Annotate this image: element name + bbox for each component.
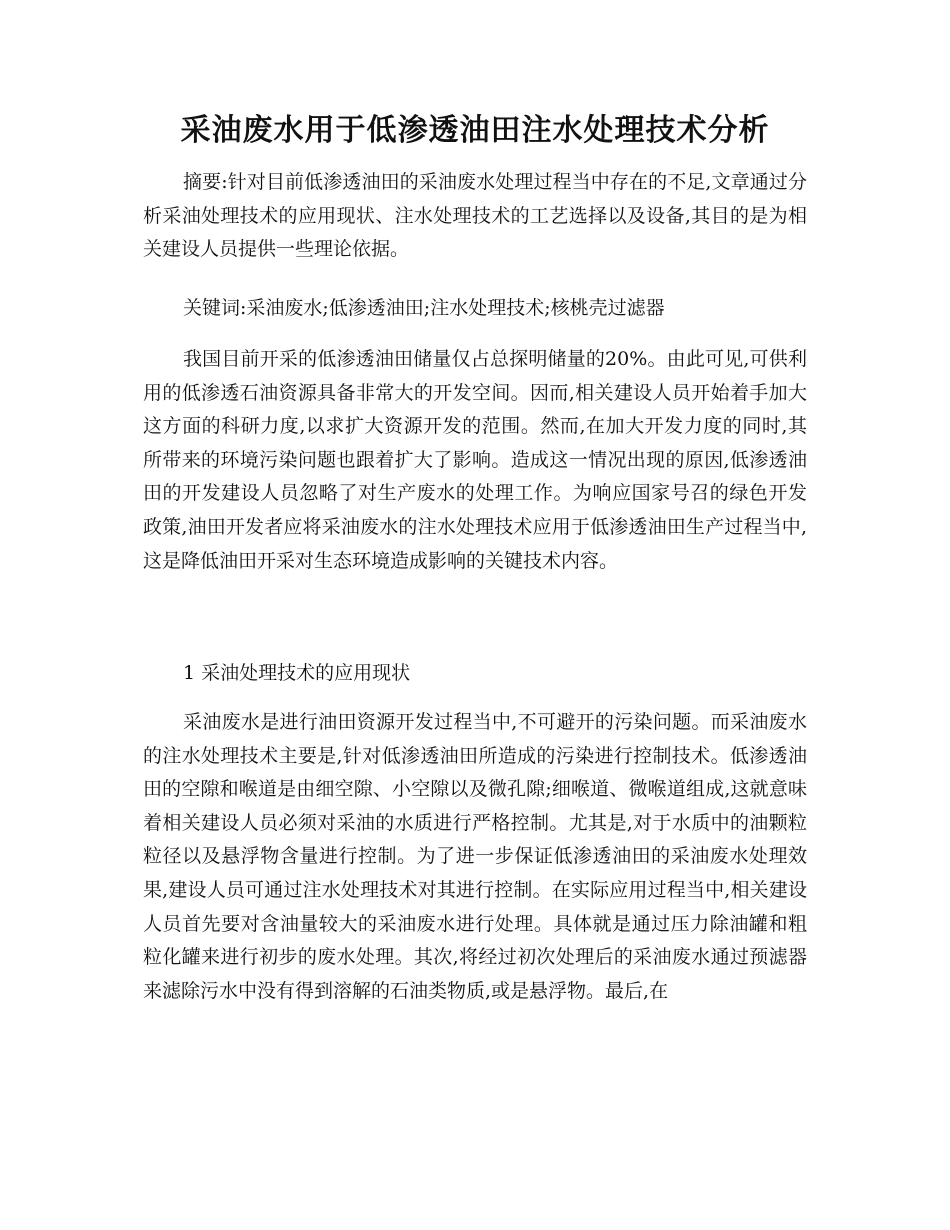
intro-paragraph: 我国目前开采的低渗透油田储量仅占总探明储量的20%。由此可见,可供利用的低渗透石油资源具备非常大的开发空间。因而,相关建设人员开始着手加大这方面的科研力度,以求扩大资源开发的范围。然而,在加大开发力度的同时,其所带来的环境污染问题也跟着扩大了影响。造成这一情况出现的原因,低渗透油田的开发建设人员忽略了对生产废水的处理工作。为响应国家号召的绿色开发政策,油田开发者应将采油废水的注水处理技术应用于低渗透油田生产过程当中,这是降低油田开采对生态环境造成影响的关键技术内容。	[143, 348, 807, 572]
document-title: 采油废水用于低渗透油田注水处理技术分析	[180, 113, 770, 148]
abstract-paragraph: 摘要:针对目前低渗透油田的采油废水处理过程当中存在的不足,文章通过分析采油处理技术的应用现状、注水处理技术的工艺选择以及设备,其目的是为相关建设人员提供一些理论依据。	[143, 171, 807, 261]
keywords-paragraph: 关键词:采油废水;低渗透油田;注水处理技术;核桃壳过滤器	[183, 297, 665, 319]
section-1-heading: 1 采油处理技术的应用现状	[183, 662, 411, 684]
section-1-body: 采油废水是进行油田资源开发过程当中,不可避开的污染问题。而采油废水的注水处理技术主要是,针对低渗透油田所造成的污染进行控制技术。低渗透油田的空隙和喉道是由细空隙、小空隙以及微孔隙;细喉道、微喉道组成,这就意味着相关建设人员必须对采油的水质进行严格控制。尤其是,对于水质中的油颗粒粒径以及悬浮物含量进行控制。为了进一步保证低渗透油田的采油废水处理效果,建设人员可通过注水处理技术对其进行控制。在实际应用过程当中,相关建设人员首先要对含油量较大的采油废水进行处理。具体就是通过压力除油罐和粗粒化罐来进行初步的废水处理。其次,将经过初次处理后的采油废水通过预滤器来滤除污水中没有得到溶解的石油类物质,或是悬浮物。最后,在	[143, 711, 807, 1002]
